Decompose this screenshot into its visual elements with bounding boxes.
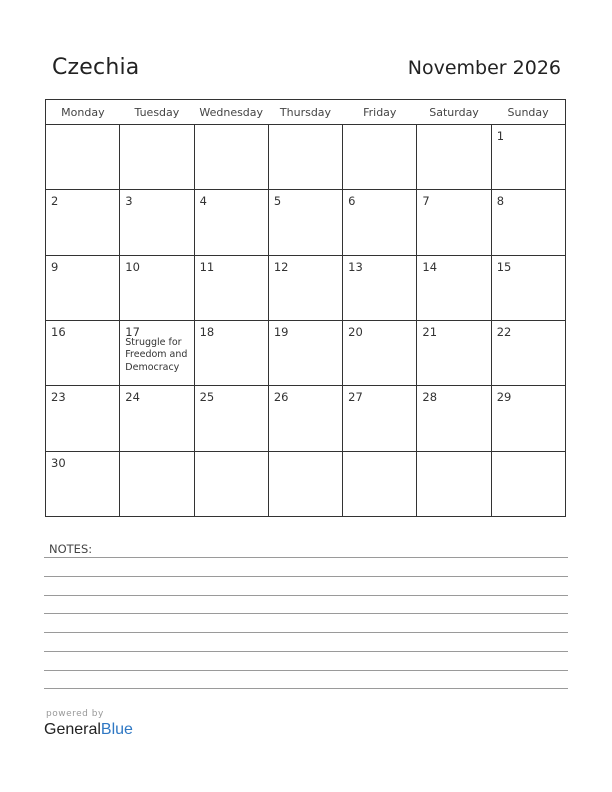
calendar-day-cell[interactable]: [417, 451, 491, 516]
note-line: [44, 557, 568, 558]
calendar-day-cell[interactable]: [343, 190, 417, 255]
calendar-day-cell[interactable]: [46, 386, 120, 451]
day-number: 16: [51, 324, 66, 339]
calendar-day-cell[interactable]: [46, 190, 120, 255]
calendar-day-cell[interactable]: [491, 451, 565, 516]
calendar-day-cell[interactable]: [417, 386, 491, 451]
calendar-day-cell[interactable]: [491, 255, 565, 320]
calendar-day-cell[interactable]: [268, 125, 342, 190]
day-number: 22: [496, 324, 512, 339]
day-number: 29: [496, 390, 512, 405]
calendar-day-cell[interactable]: [120, 255, 194, 320]
day-number: 30: [51, 455, 66, 470]
calendar-day-cell[interactable]: [46, 255, 120, 320]
day-number: 27: [348, 390, 363, 405]
calendar-day-cell[interactable]: [417, 320, 491, 385]
calendar-day-cell[interactable]: [120, 451, 194, 516]
holiday-event-label: Struggle for Freedom and Democracy: [125, 336, 188, 373]
day-number: 5: [273, 194, 282, 209]
calendar-day-cell[interactable]: [417, 190, 491, 255]
calendar-day-cell[interactable]: [343, 451, 417, 516]
calendar-day-cell[interactable]: [120, 320, 194, 385]
calendar-day-cell[interactable]: [268, 320, 342, 385]
day-number: 13: [348, 259, 363, 274]
calendar-day-cell[interactable]: [491, 125, 565, 190]
note-line: [44, 688, 568, 689]
calendar-country-title: Czechia: [52, 55, 140, 80]
day-number: 17: [125, 324, 140, 339]
calendar-day-cell[interactable]: [417, 255, 491, 320]
calendar-week-row: [46, 386, 566, 451]
note-line: [44, 651, 568, 652]
weekday-header: Friday: [343, 100, 417, 125]
day-number: 9: [51, 259, 59, 274]
calendar-day-cell[interactable]: [268, 451, 342, 516]
calendar-day-cell[interactable]: [343, 255, 417, 320]
day-number: 12: [273, 259, 289, 274]
note-line: [44, 595, 568, 596]
day-number: 8: [496, 194, 505, 209]
day-number: 11: [199, 259, 215, 274]
note-line: [44, 613, 568, 614]
day-number: 1: [496, 129, 505, 143]
calendar-day-cell[interactable]: [46, 451, 120, 516]
day-number: 19: [273, 324, 289, 339]
calendar-day-cell[interactable]: [194, 190, 268, 255]
calendar-day-cell[interactable]: [120, 190, 194, 255]
day-number: 20: [348, 324, 363, 339]
day-number: 28: [422, 390, 438, 405]
calendar-day-cell[interactable]: [417, 125, 491, 190]
calendar-day-cell[interactable]: [194, 125, 268, 190]
calendar-day-cell[interactable]: [343, 125, 417, 190]
day-number: 4: [199, 194, 207, 209]
day-number: 10: [125, 259, 140, 274]
calendar-week-row: [46, 190, 566, 255]
note-line: [44, 576, 568, 577]
calendar-month-title: November 2026: [407, 57, 561, 79]
calendar-day-cell[interactable]: [491, 386, 565, 451]
calendar-week-row: [46, 320, 566, 385]
day-number: 15: [496, 259, 512, 274]
calendar-grid: [45, 99, 566, 517]
powered-by-text: powered by: [46, 709, 104, 719]
day-number: 7: [422, 194, 430, 209]
weekday-header: Thursday: [268, 100, 342, 125]
day-number: 25: [199, 390, 215, 405]
brand-blue-text: Blue: [100, 721, 133, 738]
weekday-header: Monday: [46, 100, 120, 125]
day-number: 21: [422, 324, 438, 339]
calendar-day-cell[interactable]: [343, 320, 417, 385]
weekday-header: Wednesday: [194, 100, 268, 125]
calendar-weeks: [46, 125, 566, 517]
day-number: 2: [51, 194, 59, 209]
calendar-week-row: [46, 125, 566, 190]
calendar-day-cell[interactable]: [268, 255, 342, 320]
calendar-week-row: [46, 255, 566, 320]
calendar-day-cell[interactable]: [343, 386, 417, 451]
day-number: 18: [199, 324, 215, 339]
calendar-day-cell[interactable]: [268, 190, 342, 255]
note-line: [44, 670, 568, 671]
calendar-day-cell[interactable]: [194, 386, 268, 451]
calendar-day-cell[interactable]: [120, 386, 194, 451]
day-number: 26: [273, 390, 289, 405]
notes-label: NOTES:: [49, 542, 93, 556]
weekday-header-row: [46, 100, 566, 125]
day-number: 23: [51, 390, 66, 405]
calendar-day-cell[interactable]: [46, 320, 120, 385]
calendar-day-cell[interactable]: [491, 190, 565, 255]
calendar-day-cell[interactable]: [194, 320, 268, 385]
day-number: 3: [125, 194, 133, 209]
calendar-day-cell[interactable]: [194, 451, 268, 516]
brand-general-text: General: [44, 721, 101, 738]
calendar-day-cell[interactable]: [194, 255, 268, 320]
weekday-header: Sunday: [491, 100, 565, 125]
brand-logo[interactable]: [44, 721, 133, 739]
calendar-day-cell[interactable]: [491, 320, 565, 385]
calendar-day-cell[interactable]: [120, 125, 194, 190]
weekday-header: Tuesday: [120, 100, 194, 125]
day-number: 24: [125, 390, 140, 405]
day-number: 6: [348, 194, 356, 209]
note-line: [44, 632, 568, 633]
calendar-day-cell[interactable]: [46, 125, 120, 190]
weekday-header: Saturday: [417, 100, 491, 125]
calendar-week-row: [46, 451, 566, 516]
day-number: 14: [422, 259, 438, 274]
calendar-day-cell[interactable]: [268, 386, 342, 451]
